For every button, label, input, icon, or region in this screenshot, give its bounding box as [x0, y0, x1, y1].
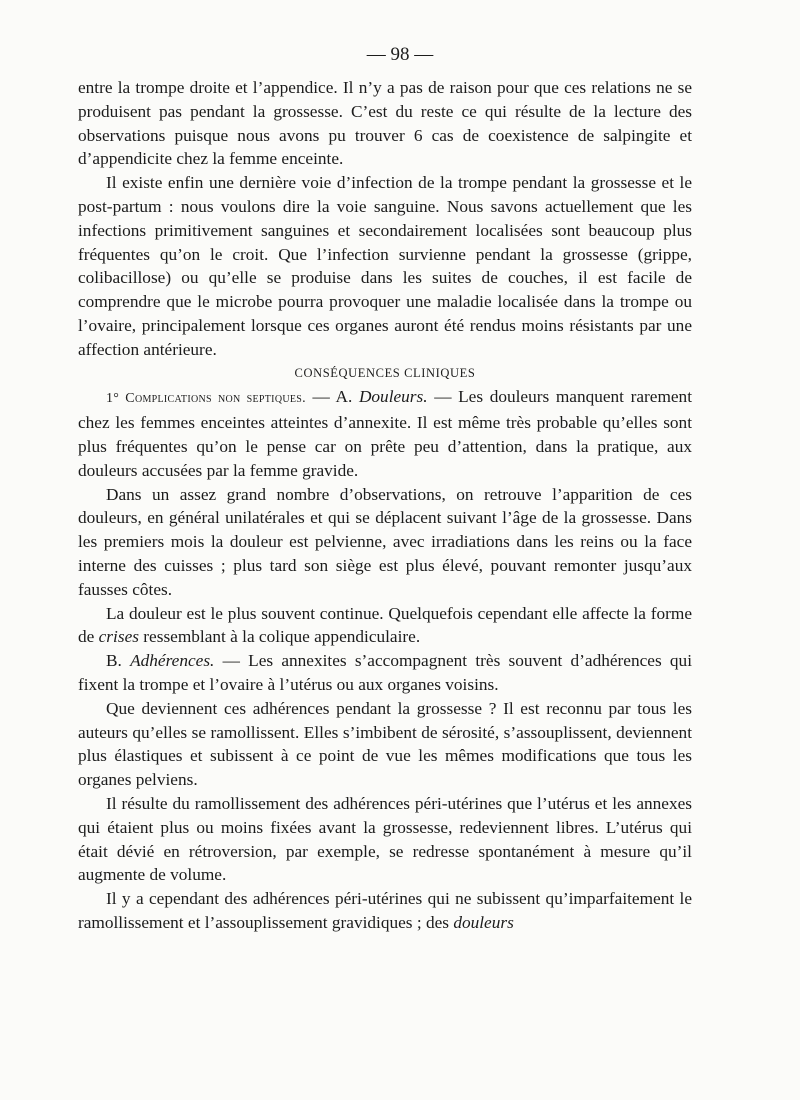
paragraph-6 [78, 649, 692, 697]
paragraph-6-text: — Les annexites s’accompagnent très souvent d’adhérences qui fixent la trompe et l’ovaire à l’utérus ou aux organes voisins. [78, 651, 692, 694]
paragraph-9-a: Il y a cependant des adhérences péri-utérines qui ne subissent qu’imparfaitement le ramollissement et l’assouplissement gravidiques ; des [78, 889, 692, 932]
paragraph-6-title: Adhérences. [130, 651, 215, 671]
paragraph-9-italic: douleurs [453, 912, 514, 932]
paragraph-3-sub: — A. [305, 387, 359, 407]
paragraph-3 [78, 385, 692, 482]
paragraph-9 [78, 887, 692, 935]
paragraph-5-b: ressemblant à la colique appendiculaire. [138, 627, 421, 647]
paragraph-5-a: La douleur est le plus souvent continue. Quelquefois cependant elle affecte la forme de [78, 603, 692, 647]
paragraph-8: Il résulte du ramollissement des adhérences péri-utérines que l’utérus et les annexes qui étaient plus ou moins fixées avant la grossesse, redeviennent libres. L’utérus qui était dévié en rétroversion, par exemple, se redresse spontanément à mesure qu’il augmente de volume. [78, 793, 692, 885]
paragraph-3-title: Douleurs. [358, 387, 428, 407]
paragraph-2: Il existe enfin une dernière voie d’infection de la trompe pendant la grossesse et le post-partum : nous voulons dire la voie sanguine. Nous savons actuellement que les infections primitivement sanguines et secondairement localisées sont beaucoup plus fréquentes qu’on le croit. Que l’infection survienne pendant la grossesse (grippe, colibacillose) ou qu’elle se produise dans les suites de couches, il est facile de comprendre que le microbe pourra provoquer une maladie localisée dans la trompe ou l’ovaire, principalement lorsque ces organes auront été rendus moins résistants par une affection antérieure. [78, 173, 692, 359]
paragraph-7: Que deviennent ces adhérences pendant la grossesse ? Il est reconnu par tous les auteurs qu’elles se ramollissent. Elles s’imbibent de sérosité, s’assouplissent, deviennent plus élastiques et subissent à ce point de vue les mêmes modifications que tous les organes pelviens. [78, 698, 692, 790]
paragraph-5-italic: crises [98, 627, 139, 647]
paragraph-3-text: — Les douleurs manquent rarement chez les femmes enceintes atteintes d’annexite. Il est même très probable qu’elles sont plus fréquentes qu’on le pense car on prête peu d’attention, dans la pratique, aux douleurs accusées par la femme gravide. [78, 387, 692, 480]
section-heading: CONSÉQUENCES CLINIQUES [294, 365, 476, 380]
body-text [78, 76, 692, 935]
page-number: — 98 — [366, 44, 434, 65]
paragraph-3-label: 1° Complications non septiques. [106, 391, 306, 407]
paragraph-1: entre la trompe droite et l’appendice. Il n’y a pas de raison pour que ces relations ne se produisent pas pendant la grossesse. C’est du reste ce qui résulte de la lecture des observations puisque nous avons pu trouver 6 cas de coexistence de salpingite et d’appendicite chez la femme enceinte. [78, 78, 692, 169]
paragraph-6-label: B. [106, 651, 131, 671]
paragraph-4: Dans un assez grand nombre d’observations, on retrouve l’apparition de ces douleurs, en général unilatérales et qui se déplacent suivant l’âge de la grossesse. Dans les premiers mois la douleur est pelvienne, avec irradiations dans les reins ou la face interne des cuisses ; plus tard son siège est plus élevé, pouvant remonter jusqu’aux fausses côtes. [78, 484, 692, 599]
paragraph-5 [78, 602, 692, 650]
